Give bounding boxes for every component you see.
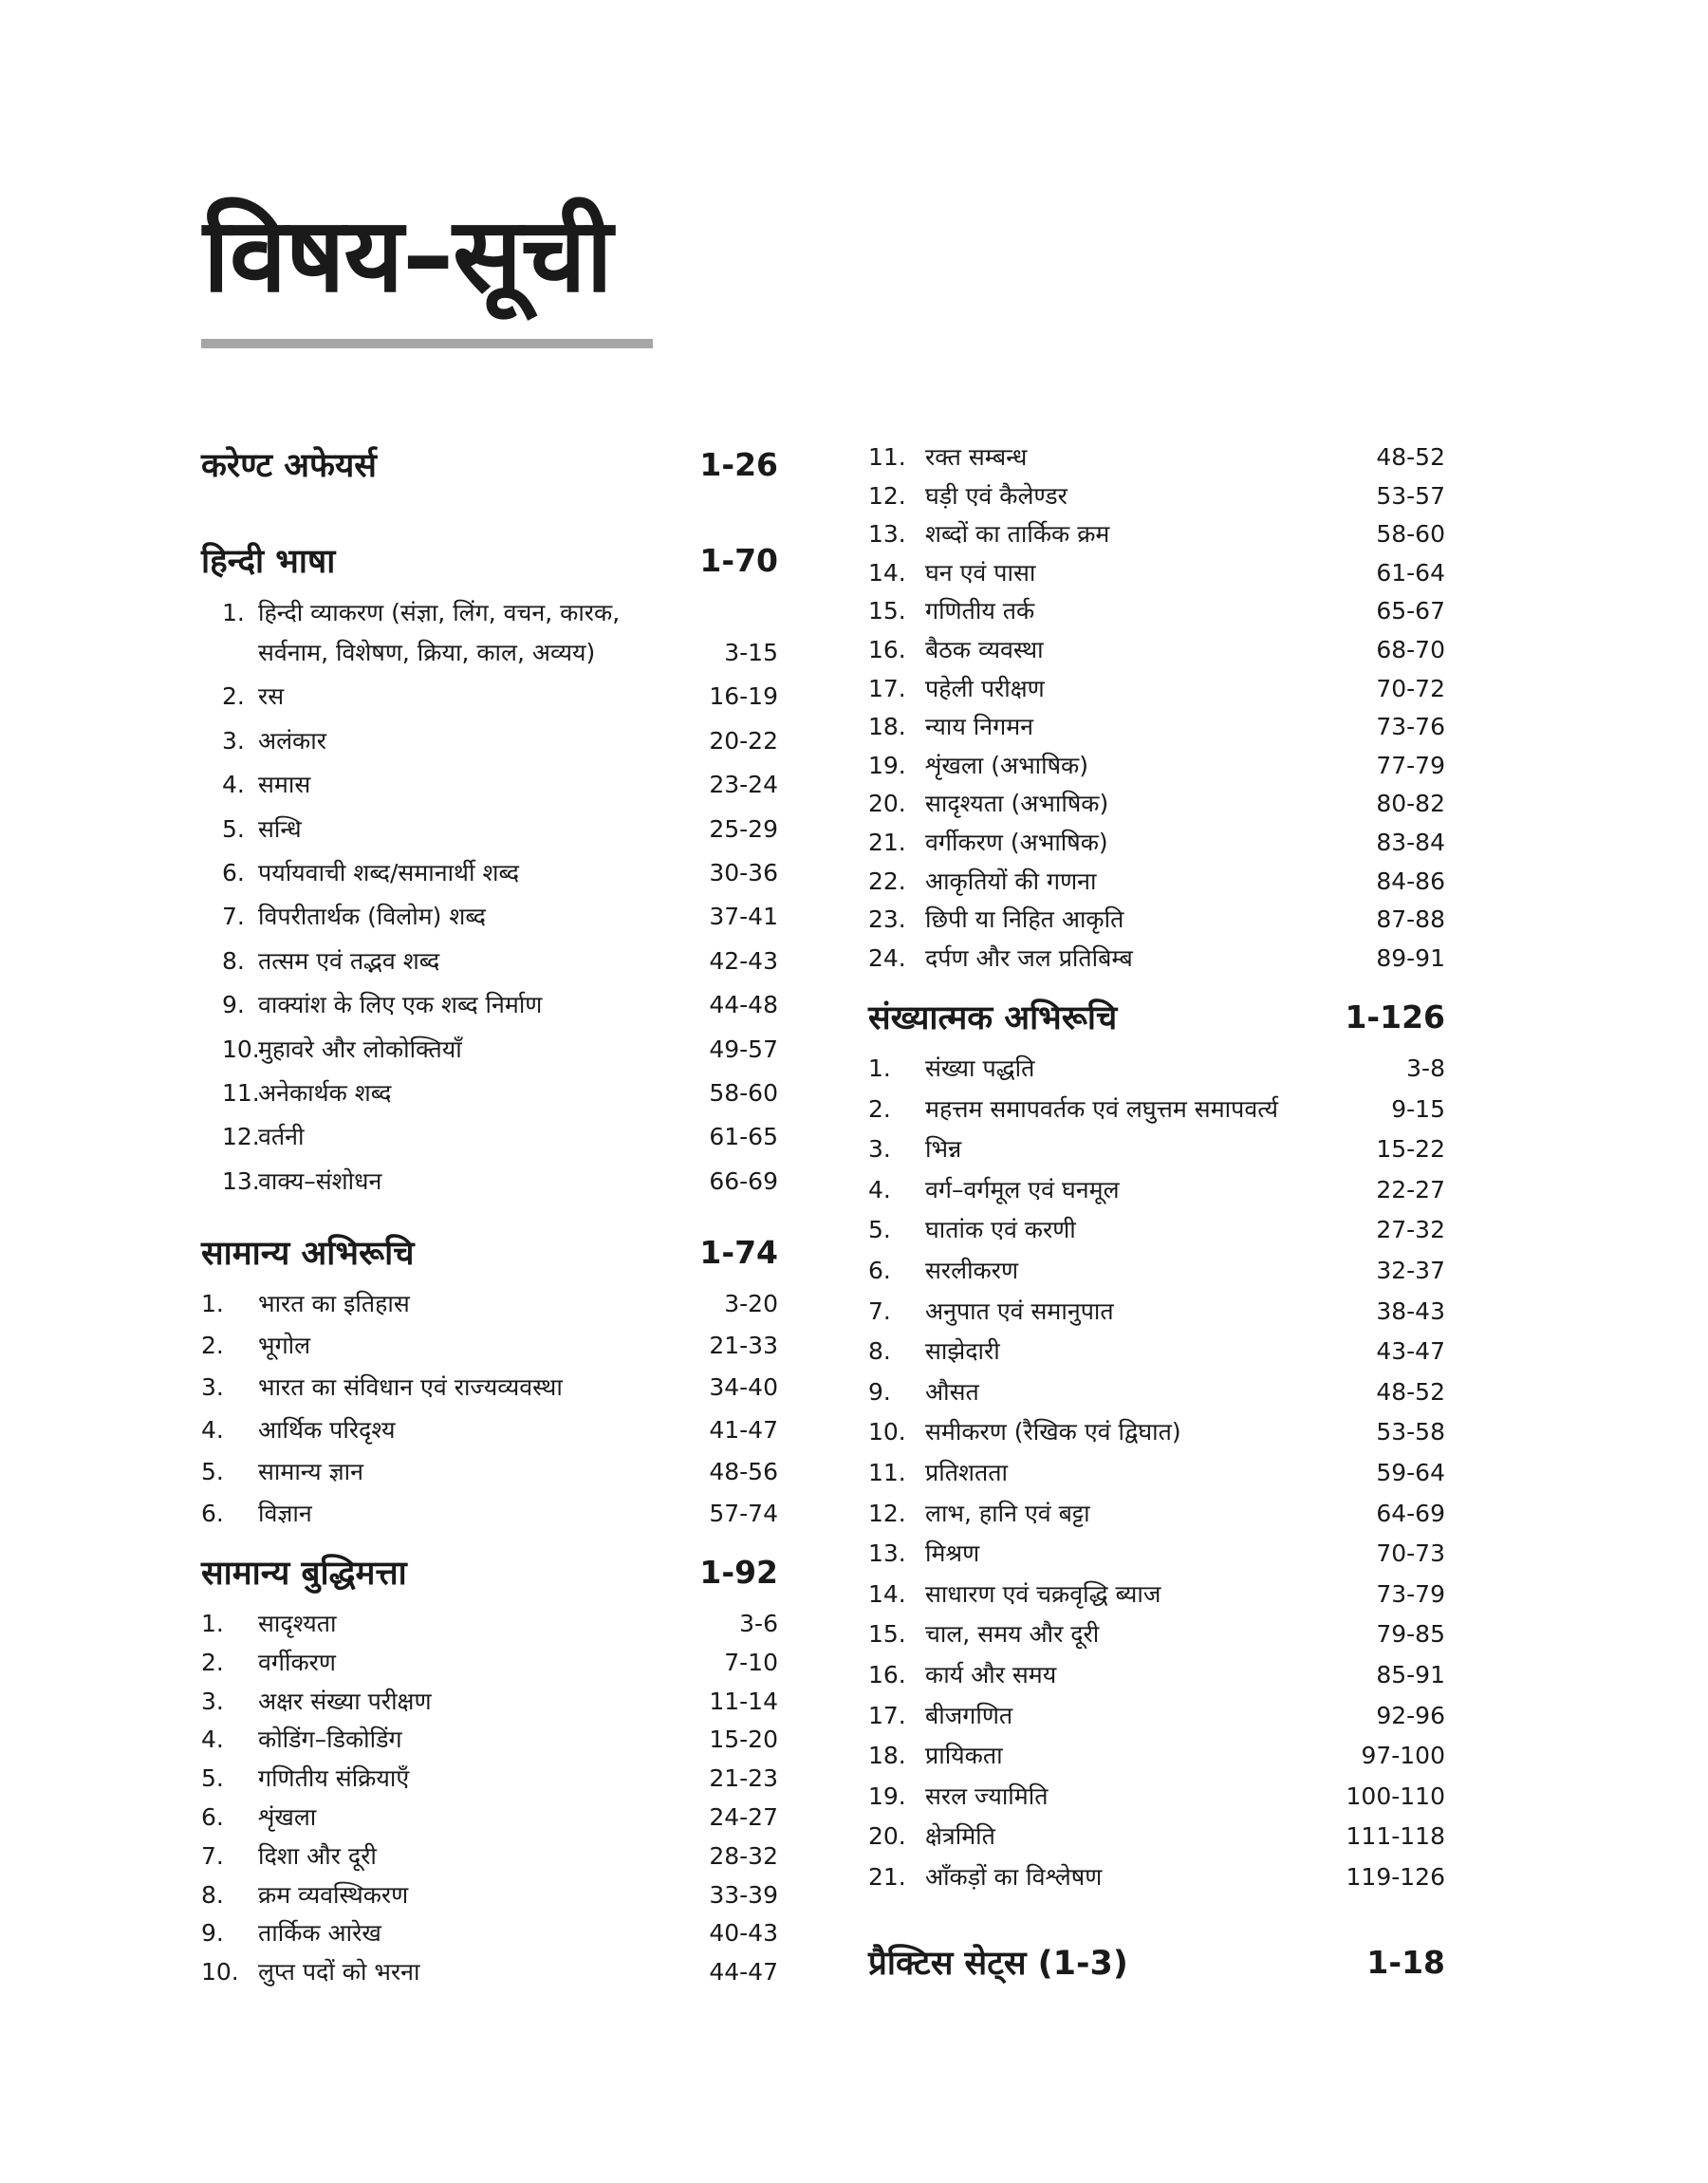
entry-number: 21. [868,1863,906,1891]
entry-page-range: 42-43 [709,946,778,975]
entry-title: वर्तनी [258,1123,305,1151]
toc-entry[interactable] [201,1078,778,1110]
toc-entry[interactable] [201,946,778,979]
entry-page-range: 25-29 [709,814,778,843]
entry-number: 15. [868,597,906,625]
entry-number: 10. [222,1035,260,1063]
entry-page-range: 85-91 [1376,1661,1445,1689]
entry-title: लुप्त पदों को भरना [258,1958,420,1987]
toc-entry[interactable] [868,596,1445,628]
entry-title: दर्पण और जल प्रतिबिम्ब [925,943,1133,972]
entry-number: 9. [201,1919,224,1948]
section-title: सामान्य अभिरूचि [201,1235,415,1273]
entry-page-range: 30-36 [709,859,778,886]
toc-entry[interactable] [868,905,1445,937]
entry-page-range: 16-19 [709,682,778,711]
section-title: हिन्दी भाषा [201,543,336,581]
entry-page-range: 111-118 [1346,1822,1445,1851]
entry-title: सरलीकरण [925,1257,1019,1284]
toc-entry[interactable] [201,1331,778,1363]
entry-title: छिपी या निहित आकृति [925,905,1124,934]
entry-title: पर्यायवाची शब्द/समानार्थी शब्द [258,859,520,886]
toc-entry[interactable] [868,828,1445,860]
entry-page-range: 65-67 [1376,597,1445,625]
entry-page-range: 77-79 [1376,751,1445,779]
section-heading-current-affairs[interactable] [201,446,778,499]
entry-page-range: 21-33 [709,1332,778,1360]
toc-entry[interactable] [868,1862,1445,1894]
entry-number: 18. [868,713,906,741]
entry-page-range: 92-96 [1376,1701,1445,1729]
toc-entry[interactable] [201,1609,778,1641]
entry-title: सादृश्यता [258,1610,337,1637]
entry-number: 7. [222,903,245,931]
entry-page-range: 59-64 [1376,1459,1445,1486]
entry-number: 19. [868,751,906,779]
entry-page-range: 79-85 [1376,1620,1445,1649]
toc-entry[interactable] [868,1094,1445,1127]
toc-entry[interactable] [868,1619,1445,1651]
toc-entry[interactable] [868,674,1445,706]
entry-title: न्याय निगमन [925,713,1034,741]
entry-page-range: 83-84 [1376,829,1445,856]
toc-entry[interactable] [201,1122,778,1154]
entry-title: अनेकार्थक शब्द [258,1079,392,1107]
toc-entry[interactable] [868,558,1445,590]
toc-entry[interactable] [868,1660,1445,1692]
toc-entry[interactable] [868,1741,1445,1773]
entry-number: 20. [868,790,906,818]
entry-page-range: 49-57 [709,1035,778,1063]
entry-title: तत्सम एवं तद्भव शब्द [258,946,440,975]
toc-entry[interactable] [868,1336,1445,1369]
entry-page-range: 100-110 [1346,1782,1445,1810]
entry-title: पहेली परीक्षण [925,674,1045,702]
entry-page-range: 33-39 [709,1880,778,1909]
toc-entry[interactable] [201,1763,778,1796]
toc-entry[interactable] [868,712,1445,744]
entry-page-range: 73-79 [1376,1579,1445,1608]
entry-page-range: 3-15 [724,639,778,666]
entry-page-range: 73-76 [1376,713,1445,741]
entry-title: महत्तम समापवर्तक एवं लघुत्तम समापवर्त्य [925,1094,1278,1123]
entry-page-range: 70-73 [1376,1539,1445,1568]
entry-title: वाक्य–संशोधन [258,1166,382,1195]
section-page-range: 1-70 [699,542,778,579]
entry-page-range: 66-69 [709,1166,778,1195]
entry-title: कोडिंग–डिकोडिंग [258,1726,402,1754]
toc-entry[interactable] [868,1499,1445,1531]
entry-page-range: 20-22 [709,726,778,755]
entry-number: 11. [868,1459,906,1486]
entry-number: 7. [868,1297,891,1325]
entry-page-range: 58-60 [709,1079,778,1107]
entry-title: समीकरण (रैखिक एवं द्विघात) [925,1418,1181,1446]
entry-number: 4. [222,771,245,799]
section-title: करेण्ट अफेयर्स [201,447,377,485]
section-page-range: 1-18 [1366,1944,1445,1981]
entry-page-range: 87-88 [1376,905,1445,934]
section-title: प्रैक्टिस सेट्स (1-3) [868,1945,1128,1983]
entry-title: औसत [925,1377,979,1406]
entry-number: 6. [868,1257,891,1284]
entry-number: 2. [201,1332,224,1360]
entry-title: साझेदारी [925,1337,1000,1366]
entry-title: समास [258,771,311,799]
entry-number: 1. [868,1054,891,1082]
entry-page-range: 48-52 [1376,443,1445,471]
entry-title: सन्धि [258,814,302,843]
entry-number: 2. [868,1094,891,1123]
toc-entry[interactable] [868,442,1445,475]
entry-number: 14. [868,1579,906,1608]
entry-page-range: 21-23 [709,1764,778,1793]
entry-title: क्षेत्रमिति [925,1822,995,1851]
toc-entry[interactable] [868,1054,1445,1086]
toc-entry[interactable] [868,481,1445,513]
toc-entry[interactable] [868,1579,1445,1612]
entry-title: शृंखला [258,1803,317,1831]
entry-title: रक्त सम्बन्ध [925,443,1028,471]
entry-number: 17. [868,1701,906,1729]
entry-title: वर्गीकरण [258,1648,336,1676]
entry-number: 12. [868,1499,906,1527]
entry-number: 23. [868,905,906,934]
entry-title: आर्थिक परिदृश्य [258,1415,396,1444]
entry-number: 3. [222,726,245,755]
toc-entry[interactable] [201,1166,778,1199]
entry-number: 24. [868,943,906,972]
section-title: सामान्य बुद्धिमत्ता [201,1555,407,1593]
toc-entry[interactable] [201,1648,778,1680]
toc-entry[interactable] [201,681,778,714]
section-title: संख्यात्मक अभिरूचि [868,999,1118,1037]
section-page-range: 1-74 [699,1234,778,1271]
entry-page-range: 11-14 [709,1687,778,1715]
entry-number: 14. [868,558,906,587]
entry-number: 1. [201,1610,224,1637]
toc-entry[interactable] [201,1499,778,1531]
entry-title: मिश्रण [925,1539,980,1568]
entry-page-range: 41-47 [709,1415,778,1444]
entry-title: लाभ, हानि एवं बट्टा [925,1499,1090,1527]
entry-page-range: 70-72 [1376,674,1445,702]
entry-number: 9. [868,1377,891,1406]
entry-page-range: 3-6 [739,1610,778,1637]
toc-entry[interactable] [201,1957,778,1989]
toc-entry[interactable] [868,867,1445,899]
toc-entry[interactable] [201,902,778,934]
entry-number: 7. [201,1841,224,1870]
entry-page-range: 15-22 [1376,1135,1445,1164]
toc-entry[interactable] [868,1175,1445,1207]
entry-page-range: 24-27 [709,1803,778,1831]
entry-title: भिन्न [925,1135,962,1164]
title-underline [201,339,653,348]
entry-title: घातांक एवं करणी [925,1216,1076,1244]
entry-number: 3. [201,1373,224,1402]
entry-title: सादृश्यता (अभाषिक) [925,790,1109,818]
entry-page-range: 53-57 [1376,481,1445,510]
entry-number: 12. [868,481,906,510]
entry-number: 11. [222,1079,260,1107]
toc-entry[interactable] [868,1134,1445,1166]
entry-number: 16. [868,636,906,663]
section-heading-reasoning[interactable] [201,1554,778,1607]
entry-number: 2. [201,1648,224,1676]
entry-page-range: 43-47 [1376,1337,1445,1366]
section-heading-hindi[interactable] [201,542,778,595]
entry-page-range: 38-43 [1376,1297,1445,1325]
entry-title: चाल, समय और दूरी [925,1620,1100,1649]
entry-page-range: 119-126 [1346,1863,1445,1891]
entry-page-range: 44-48 [709,991,778,1019]
entry-number: 16. [868,1661,906,1689]
entry-title: सरल ज्यामिति [925,1782,1049,1810]
entry-page-range: 44-47 [709,1958,778,1987]
toc-entry[interactable] [868,1297,1445,1329]
entry-number: 6. [201,1500,224,1527]
toc-entry[interactable] [201,1457,778,1489]
entry-number: 13. [868,520,906,549]
toc-entry[interactable] [201,1918,778,1950]
toc-entry[interactable] [868,635,1445,667]
toc-entry[interactable] [201,1289,778,1321]
entry-number: 18. [868,1742,906,1770]
entry-title: अलंकार [258,726,326,755]
entry-number: 5. [201,1457,224,1485]
entry-page-range: 53-58 [1376,1418,1445,1446]
entry-number: 10. [201,1958,239,1987]
entry-title: आँकड़ों का विश्लेषण [925,1863,1103,1891]
toc-entry[interactable] [868,1458,1445,1490]
entry-title: अक्षर संख्या परीक्षण [258,1687,432,1715]
entry-page-range: 80-82 [1376,790,1445,818]
entry-page-range: 27-32 [1376,1216,1445,1244]
entry-number: 10. [868,1418,906,1446]
section-page-range: 1-26 [699,446,778,483]
entry-number: 4. [868,1175,891,1203]
toc-entry[interactable] [201,1725,778,1757]
entry-title: क्रम व्यवस्थिकरण [258,1880,409,1909]
entry-title: प्रायिकता [925,1742,1003,1770]
toc-entry[interactable] [868,943,1445,976]
entry-title: रस [258,682,285,711]
entry-page-range: 57-74 [709,1500,778,1527]
entry-title: वाक्यांश के लिए एक शब्द निर्माण [258,991,543,1019]
toc-entry[interactable] [201,858,778,890]
toc-entry[interactable] [201,1372,778,1405]
entry-page-range: 28-32 [709,1841,778,1870]
toc-entry[interactable] [201,1687,778,1719]
entry-number: 6. [201,1803,224,1831]
entry-title: कार्य और समय [925,1661,1057,1689]
entry-number: 11. [868,443,906,471]
entry-number: 2. [222,682,245,711]
entry-page-range: 34-40 [709,1373,778,1402]
entry-number: 4. [201,1726,224,1754]
section-page-range: 1-126 [1345,998,1445,1036]
entry-page-range: 48-56 [709,1457,778,1485]
entry-page-range: 61-65 [709,1123,778,1151]
entry-title: विपरीतार्थक (विलोम) शब्द [258,903,486,931]
entry-title: विज्ञान [258,1500,312,1527]
toc-entry[interactable] [868,1256,1445,1288]
entry-title: भूगोल [258,1332,311,1360]
entry-page-range: 97-100 [1361,1742,1445,1770]
entry-page-range: 61-64 [1376,558,1445,587]
page-title: विषय–सूची [203,196,612,315]
toc-entry[interactable] [201,598,778,666]
toc-entry[interactable] [868,1417,1445,1449]
entry-page-range: 22-27 [1376,1175,1445,1203]
entry-number: 22. [868,867,906,895]
entry-page-range: 89-91 [1376,943,1445,972]
entry-page-range: 32-37 [1376,1257,1445,1284]
entry-title: आकृतियों की गणना [925,867,1097,895]
entry-title: मुहावरे और लोकोक्तियाँ [258,1035,462,1063]
entry-page-range: 3-20 [724,1290,778,1317]
toc-entry[interactable] [201,1880,778,1912]
entry-title: घड़ी एवं कैलेण्डर [925,481,1068,510]
toc-entry[interactable] [201,990,778,1022]
section-heading-practice-sets[interactable] [868,1944,1445,1997]
toc-entry[interactable] [868,519,1445,551]
entry-number: 5. [201,1764,224,1793]
entry-number: 21. [868,829,906,856]
entry-title: गणितीय तर्क [925,597,1035,625]
toc-entry[interactable] [868,1539,1445,1571]
entry-number: 13. [222,1166,260,1195]
entry-number: 15. [868,1620,906,1649]
entry-number: 20. [868,1822,906,1851]
entry-number: 1. [222,599,245,626]
entry-page-range: 84-86 [1376,867,1445,895]
entry-title: शब्दों का तार्किक क्रम [925,520,1110,549]
entry-title: साधारण एवं चक्रवृद्धि ब्याज [925,1579,1161,1608]
entry-title: शृंखला (अभाषिक) [925,751,1089,779]
entry-page-range: 15-20 [709,1726,778,1754]
toc-entry[interactable] [201,1415,778,1447]
entry-title: भारत का इतिहास [258,1290,410,1317]
toc-entry[interactable] [201,726,778,758]
entry-title: संख्या पद्धति [925,1054,1035,1082]
entry-number: 8. [868,1337,891,1366]
entry-number: 9. [222,991,245,1019]
entry-title: वर्गीकरण (अभाषिक) [925,829,1108,856]
entry-title-continued: सर्वनाम, विशेषण, क्रिया, काल, अव्यय) [258,639,596,666]
entry-page-range: 3-8 [1406,1054,1445,1082]
entry-number: 5. [868,1216,891,1244]
toc-entry[interactable] [201,1841,778,1874]
entry-page-range: 48-52 [1376,1377,1445,1406]
entry-title: घन एवं पासा [925,558,1036,587]
section-page-range: 1-92 [699,1554,778,1591]
toc-entry[interactable] [201,814,778,847]
entry-number: 6. [222,859,245,886]
toc-entry[interactable] [868,751,1445,783]
entry-page-range: 68-70 [1376,636,1445,663]
entry-number: 12. [222,1123,260,1151]
entry-page-range: 58-60 [1376,520,1445,549]
entry-title: प्रतिशतता [925,1459,1008,1486]
entry-number: 3. [201,1687,224,1715]
entry-number: 8. [222,946,245,975]
toc-entry[interactable] [868,1701,1445,1733]
entry-number: 13. [868,1539,906,1568]
entry-page-range: 64-69 [1376,1499,1445,1527]
entry-page-range: 40-43 [709,1919,778,1948]
entry-title: तार्किक आरेख [258,1919,381,1948]
entry-number: 8. [201,1880,224,1909]
entry-title: दिशा और दूरी [258,1841,377,1870]
entry-title: अनुपात एवं समानुपात [925,1297,1114,1325]
section-heading-quant[interactable] [868,998,1445,1052]
entry-number: 3. [868,1135,891,1164]
entry-number: 5. [222,814,245,843]
entry-page-range: 37-41 [709,903,778,931]
entry-title: सामान्य ज्ञान [258,1457,363,1485]
entry-number: 1. [201,1290,224,1317]
toc-entry[interactable] [868,1215,1445,1247]
entry-page-range: 7-10 [724,1648,778,1676]
entry-page-range: 9-15 [1391,1094,1445,1123]
toc-entry[interactable] [201,1035,778,1067]
entry-number: 4. [201,1415,224,1444]
entry-page-range: 23-24 [709,771,778,799]
entry-title: हिन्दी व्याकरण (संज्ञा, लिंग, वचन, कारक, [258,599,621,626]
toc-entry[interactable] [201,770,778,802]
toc-entry[interactable] [868,1821,1445,1854]
toc-entry[interactable] [868,1377,1445,1409]
section-heading-general-aptitude[interactable] [201,1234,778,1287]
entry-number: 17. [868,674,906,702]
entry-title: गणितीय संक्रियाएँ [258,1764,410,1793]
toc-entry[interactable] [868,789,1445,821]
entry-title: वर्ग–वर्गमूल एवं घनमूल [925,1175,1120,1203]
toc-entry[interactable] [201,1802,778,1835]
toc-entry[interactable] [868,1782,1445,1814]
entry-title: बीजगणित [925,1701,1013,1729]
entry-title: भारत का संविधान एवं राज्यव्यवस्था [258,1373,563,1402]
entry-number: 19. [868,1782,906,1810]
entry-title: बैठक व्यवस्था [925,636,1044,663]
